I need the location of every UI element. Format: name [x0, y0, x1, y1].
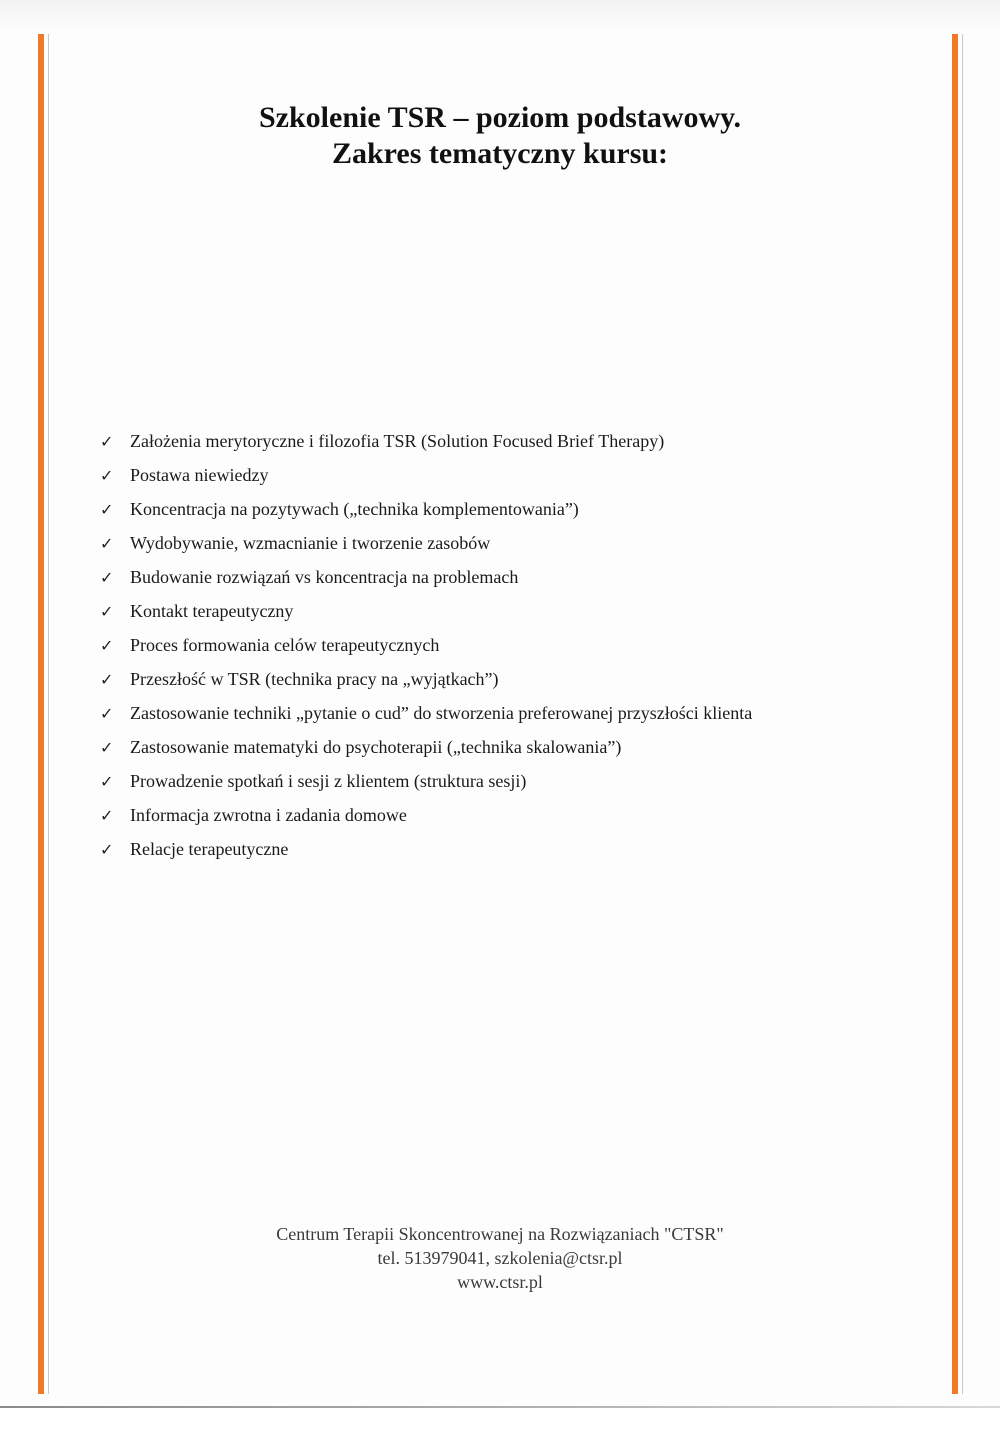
topic-text: Przeszłość w TSR (technika pracy na „wyjątkach”)	[130, 669, 499, 689]
scan-bottom-edge	[0, 1408, 1000, 1455]
check-icon: ✓	[100, 806, 114, 825]
right-orange-border	[952, 34, 958, 1394]
list-item	[100, 696, 860, 730]
left-thin-border	[48, 34, 49, 1394]
topic-text: Wydobywanie, wzmacnianie i tworzenie zasobów	[130, 533, 491, 553]
check-icon: ✓	[100, 738, 114, 757]
topic-text: Informacja zwrotna i zadania domowe	[130, 805, 407, 825]
list-item	[100, 492, 860, 526]
topic-text: Zastosowanie techniki „pytanie o cud” do stworzenia preferowanej przyszłości klienta	[130, 703, 753, 723]
topic-text: Postawa niewiedzy	[130, 465, 269, 485]
footer-contact-line: tel. 513979041, szkolenia@ctsr.pl	[377, 1248, 623, 1268]
check-icon: ✓	[100, 500, 114, 519]
document-title	[0, 100, 1000, 172]
check-icon: ✓	[100, 704, 114, 723]
list-item	[100, 424, 860, 458]
topic-text: Koncentracja na pozytywach („technika komplementowania”)	[130, 499, 579, 519]
list-item	[100, 764, 860, 798]
list-item	[100, 730, 860, 764]
list-item	[100, 628, 860, 662]
topic-list	[100, 424, 860, 866]
footer-contact	[0, 1222, 1000, 1294]
list-item	[100, 458, 860, 492]
check-icon: ✓	[100, 534, 114, 553]
footer-organization: Centrum Terapii Skoncentrowanej na Rozwiązaniach "CTSR"	[276, 1224, 724, 1244]
topic-text: Budowanie rozwiązań vs koncentracja na problemach	[130, 567, 519, 587]
topic-text: Prowadzenie spotkań i sesji z klientem (struktura sesji)	[130, 771, 527, 791]
check-icon: ✓	[100, 602, 114, 621]
title-line-2: Zakres tematyczny kursu:	[331, 137, 669, 171]
footer-website: www.ctsr.pl	[457, 1272, 543, 1292]
check-icon: ✓	[100, 568, 114, 587]
check-icon: ✓	[100, 670, 114, 689]
list-item	[100, 526, 860, 560]
left-orange-border	[38, 34, 44, 1394]
topic-text: Zastosowanie matematyki do psychoterapii („technika skalowania”)	[130, 737, 622, 757]
right-thin-border	[962, 34, 963, 1394]
list-item	[100, 798, 860, 832]
topic-text: Założenia merytoryczne i filozofia TSR (Solution Focused Brief Therapy)	[130, 431, 665, 451]
check-icon: ✓	[100, 840, 114, 859]
list-item	[100, 662, 860, 696]
scan-top-edge	[0, 0, 1000, 26]
check-icon: ✓	[100, 772, 114, 791]
title-line-1: Szkolenie TSR – poziom podstawowy.	[258, 101, 742, 135]
list-item	[100, 560, 860, 594]
check-icon: ✓	[100, 636, 114, 655]
topic-text: Kontakt terapeutyczny	[130, 601, 294, 621]
topic-text: Proces formowania celów terapeutycznych	[130, 635, 440, 655]
list-item	[100, 594, 860, 628]
check-icon: ✓	[100, 466, 114, 485]
list-item	[100, 832, 860, 866]
check-icon: ✓	[100, 432, 114, 451]
topic-text: Relacje terapeutyczne	[130, 839, 289, 859]
